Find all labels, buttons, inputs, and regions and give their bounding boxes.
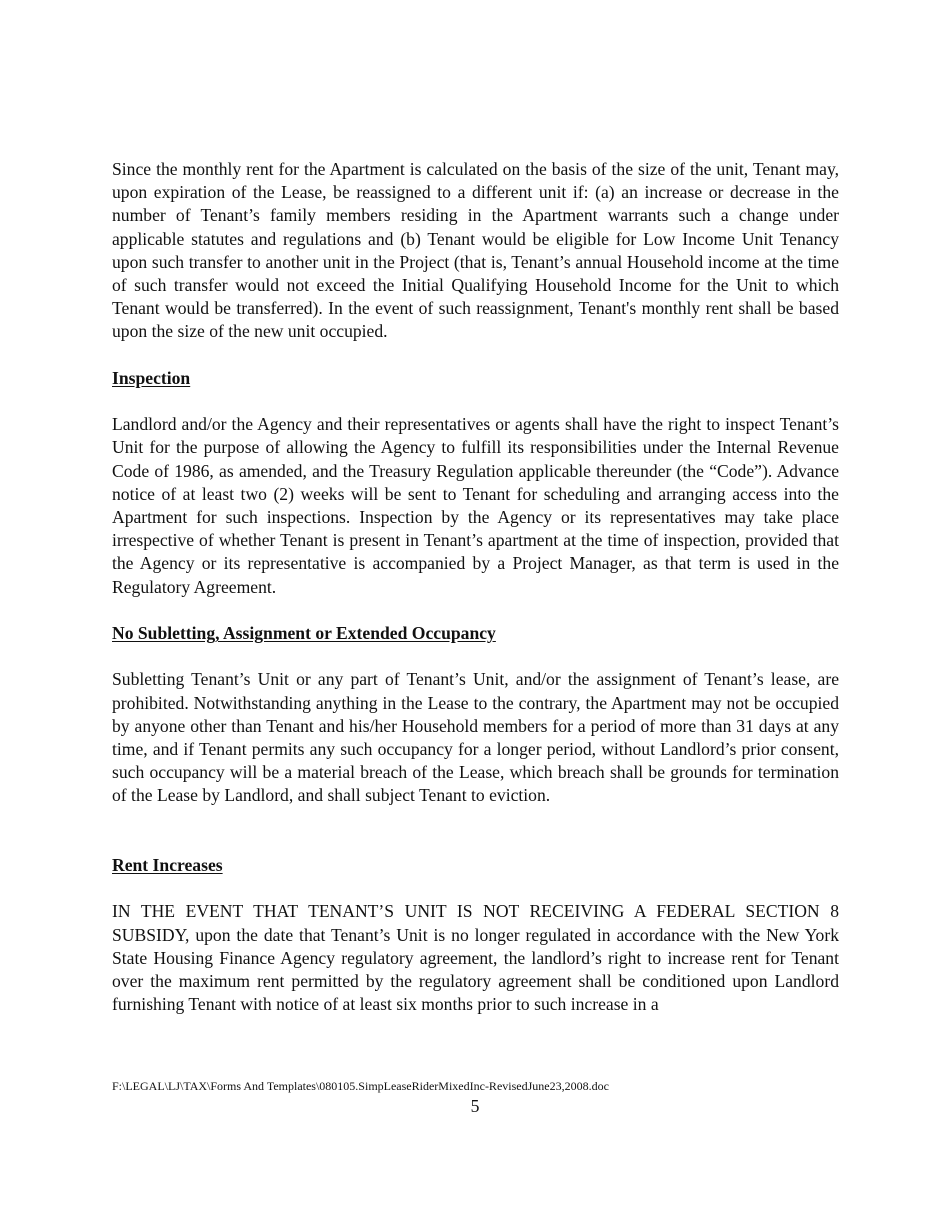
rent-increases-paragraph: IN THE EVENT THAT TENANT’S UNIT IS NOT RECEIVING A FEDERAL SECTION 8 SUBSIDY, upon the date that Tenant’s Unit is no longer regulated in accordance with the New York State Housing Finance Agency regulatory agreement, the landlord’s right to increase rent for Tenant over the maximum rent permitted by the regulatory agreement shall be conditioned upon Landlord furnishing Tenant with notice of at least six months prior to such increase in a — [112, 901, 839, 1015]
document-body — [112, 158, 839, 1016]
spacer — [112, 344, 839, 367]
spacer — [112, 808, 839, 854]
subletting-heading: No Subletting, Assignment or Extended Occupancy — [112, 623, 496, 644]
rent-increases-heading: Rent Increases — [112, 855, 223, 876]
spacer — [112, 599, 839, 622]
subletting-paragraph: Subletting Tenant’s Unit or any part of Tenant’s Unit, and/or the assignment of Tenant’s lease, are prohibited. Notwithstanding anything in the Lease to the contrary, the Apartment may not be occupied by anyone other than Tenant and his/her Household members for a period of more than 31 days at any time, and if Tenant permits any such occupancy for a longer period, without Landlord’s prior consent, such occupancy will be a material breach of the Lease, which breach shall be grounds for termination of the Lease by Landlord, and shall subject Tenant to eviction. — [112, 669, 839, 806]
inspection-heading: Inspection — [112, 367, 191, 388]
reassignment-paragraph: Since the monthly rent for the Apartment is calculated on the basis of the size of the unit, Tenant may, upon expiration of the Lease, be reassigned to a different unit if: (a) an increase or decrease in the number of Tenant’s family members residing in the Apartment warrants such a change under applicable statutes and regulations and (b) Tenant would be eligible for Low Income Unit Tenancy upon such transfer to another unit in the Project (that is, Tenant’s annual Household income at the time of such transfer would not exceed the Initial Qualifying Household Income for the Unit to which Tenant would be transferred). In the event of such reassignment, Tenant's monthly rent shall be based upon the size of the new unit occupied. — [112, 159, 839, 342]
page-number: 5 — [470, 1096, 480, 1116]
spacer — [112, 877, 839, 900]
inspection-paragraph: Landlord and/or the Agency and their representatives or agents shall have the right to inspect Tenant’s Unit for the purpose of allowing the Agency to fulfill its responsibilities under the Internal Revenue Code of 1986, as amended, and the Treasury Regulation applicable thereunder (the “Code”). Advance notice of at least two (2) weeks will be sent to Tenant for scheduling and arranging access into the Apartment for such inspections. Inspection by the Agency or its representatives may take place irrespective of whether Tenant is present in Tenant’s apartment at the time of inspection, provided that the Agency or its representative is accompanied by a Project Manager, as that term is used in the Regulatory Agreement. — [112, 414, 839, 597]
spacer — [112, 645, 839, 668]
footer-file-path: F:\LEGAL\LJ\TAX\Forms And Templates\080105.SimpLeaseRiderMixedInc-RevisedJune23,2008.doc — [112, 1079, 609, 1093]
spacer — [112, 390, 839, 413]
